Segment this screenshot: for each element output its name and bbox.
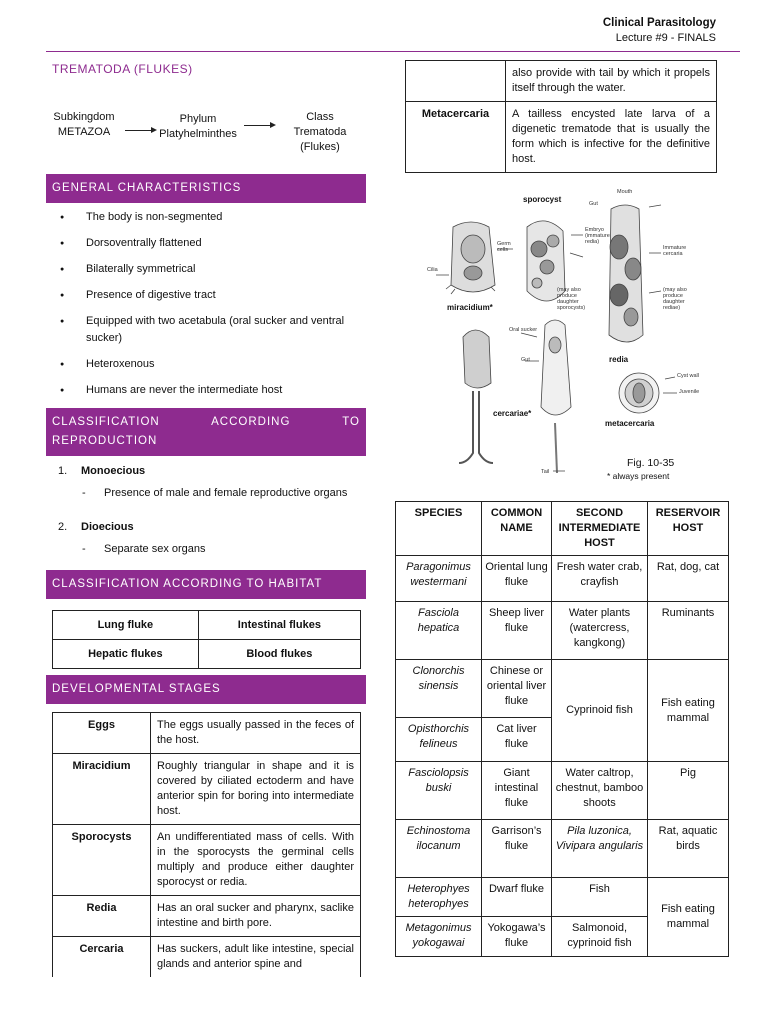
label-cercariae: cercariae* [493, 409, 532, 418]
table-cell: Blood flukes [198, 640, 360, 669]
common-name: Oriental lung fluke [482, 556, 552, 602]
reservoir-host: Pig [648, 762, 729, 820]
taxonomy-class-common: (Flukes) [300, 141, 340, 153]
list-item: ● Dorsoventrally flattened [46, 235, 366, 252]
taxonomy-phylum-name: Platyhelminthes [159, 128, 237, 140]
developmental-heading: DEVELOPMENTAL STAGES [46, 675, 366, 704]
note-gut: Gut [589, 201, 598, 207]
course-title: Clinical Parasitology [602, 17, 716, 29]
developmental-table [52, 712, 361, 977]
stage-name: Miracidium [53, 754, 151, 825]
species-name-text: Echinostoma ilocanum [406, 825, 471, 852]
list-number: 1. [58, 465, 68, 477]
reproduction-heading [46, 408, 366, 456]
list-subitem: - Presence of male and female reproductive organs [46, 485, 366, 501]
column-header: COMMON NAME [482, 502, 552, 556]
reproduction-heading-line1: CLASSIFICATION ACCORDING TO [52, 416, 360, 428]
table-row [53, 754, 361, 825]
life-cycle-figure [405, 187, 730, 487]
common-name: Garrison’s fluke [482, 820, 552, 878]
note-tail: Tail [541, 469, 550, 475]
general-characteristics-heading: GENERAL CHARACTERISTICS [46, 174, 366, 203]
list-item [46, 519, 366, 535]
table-row [53, 713, 361, 754]
list-label: Dioecious [81, 521, 134, 533]
reproduction-heading-line2: REPRODUCTION [52, 435, 158, 447]
list-item: ● Bilaterally symmetrical [46, 261, 366, 278]
table-cell: Hepatic flukes [53, 640, 199, 669]
list-item: ● The body is non-segmented [46, 209, 366, 226]
taxonomy-class-name: Trematoda [293, 126, 347, 138]
list-label: Monoecious [81, 465, 146, 477]
table-row [396, 660, 729, 718]
list-item: ● Equipped with two acetabula (oral sucker and ventral sucker) [46, 313, 366, 347]
species-name-text: Clonorchis sinensis [412, 665, 465, 692]
figure-caption: Fig. 10-35 [627, 457, 675, 469]
column-header: SECOND INTERMEDIATE HOST [552, 502, 648, 556]
species-name [396, 820, 482, 878]
reservoir-host: Rat, dog, cat [648, 556, 729, 602]
species-name [396, 660, 482, 718]
label-miracidium: miracidium* [447, 303, 493, 312]
table-row [396, 820, 729, 878]
common-name: Dwarf fluke [482, 878, 552, 917]
note-gut-cercaria: Gut [521, 357, 530, 363]
table-row [53, 825, 361, 896]
note-may-sporocysts: (may also produce daughter sporocysts) [557, 287, 586, 311]
note-immature-cercaria: Immature cercaria [663, 245, 687, 257]
taxonomy-subkingdom [46, 110, 122, 140]
habitat-table [52, 610, 361, 669]
table-row [396, 602, 729, 660]
reproduction-list [46, 463, 366, 557]
figure-caption-note: * always present [607, 471, 670, 481]
table-row [406, 102, 717, 173]
second-host: Fresh water crab, crayfish [552, 556, 648, 602]
page-title: TREMATODA (FLUKES) [52, 62, 193, 76]
reservoir-host: Ruminants [648, 602, 729, 660]
taxonomy-phylum [150, 112, 246, 142]
table-row [53, 937, 361, 978]
species-name [396, 718, 482, 762]
column-header: SPECIES [396, 502, 482, 556]
species-name [396, 917, 482, 957]
species-name [396, 602, 482, 660]
label-redia: redia [609, 355, 629, 364]
common-name: Sheep liver fluke [482, 602, 552, 660]
right-column [405, 60, 730, 957]
species-name-text: Metagonimus yokogawai [405, 922, 472, 949]
table-cell: Intestinal flukes [198, 611, 360, 640]
table-row [406, 61, 717, 102]
species-name-text: Fasciolopsis buski [408, 767, 469, 794]
header-divider [46, 51, 740, 52]
column-header: RESERVOIR HOST [648, 502, 729, 556]
taxonomy-phylum-rank: Phylum [179, 113, 217, 125]
second-host-text: Pila luzonica, Vivipara angularis [555, 825, 644, 852]
label-sporocyst: sporocyst [523, 195, 562, 204]
note-cyst-wall: Cyst wall [677, 373, 700, 379]
stage-name: Sporocysts [53, 825, 151, 896]
general-characteristics-list [46, 209, 366, 399]
common-name: Yokogawa’s fluke [482, 917, 552, 957]
left-column [46, 62, 366, 977]
second-host: Fish [552, 878, 648, 917]
list-number: 2. [58, 521, 68, 533]
stage-name: Redia [53, 896, 151, 937]
common-name: Chinese or oriental liver fluke [482, 660, 552, 718]
table-row [53, 896, 361, 937]
species-name [396, 878, 482, 917]
species-name [396, 762, 482, 820]
table-header-row [396, 502, 729, 556]
note-germ-cells: Germ cells [497, 241, 511, 253]
second-host [552, 820, 648, 878]
species-name [396, 556, 482, 602]
habitat-heading: CLASSIFICATION ACCORDING TO HABITAT [46, 570, 366, 599]
list-item: ● Humans are never the intermediate host [46, 382, 366, 399]
table-row [53, 611, 361, 640]
taxonomy-subkingdom-rank: Subkingdom [53, 111, 115, 123]
taxonomy-class-rank: Class [306, 111, 334, 123]
note-mouth: Mouth [617, 189, 633, 195]
stage-description: Has suckers, adult like intestine, special glands and anterior spine and [151, 937, 361, 978]
list-item: ● Heteroxenous [46, 356, 366, 373]
species-table [395, 501, 729, 957]
stage-description: Roughly triangular in shape and it is covered by ciliated ectoderm and have anterior spin for boring into intermediate host. [151, 754, 361, 825]
table-row [396, 556, 729, 602]
species-name-text: Fasciola hepatica [417, 607, 460, 634]
note-cilia: Cilia [427, 267, 438, 273]
reservoir-host: Fish eating mammal [648, 878, 729, 957]
life-cycle-illustration [405, 187, 730, 487]
taxonomy-class [280, 110, 360, 155]
second-host: Water plants (watercress, kangkong) [552, 602, 648, 660]
label-metacercaria: metacercaria [605, 419, 655, 428]
stage-description: An undifferentiated mass of cells. With in the sporocysts the germinal cells multiply and produce either daughter sporocyst or redia. [151, 825, 361, 896]
common-name: Giant intestinal fluke [482, 762, 552, 820]
species-name-text: Heterophyes heterophyes [407, 883, 470, 910]
reservoir-host: Rat, aquatic birds [648, 820, 729, 878]
table-row [53, 640, 361, 669]
stage-name: Eggs [53, 713, 151, 754]
stage-name [406, 61, 506, 102]
stage-description: A tailless encysted late larva of a digenetic trematode that is usually the form which is infective for the definitive host. [506, 102, 717, 173]
list-item: ● Presence of digestive tract [46, 287, 366, 304]
list-item [46, 463, 366, 479]
taxonomy-flow [46, 90, 366, 170]
developmental-table-continued [405, 60, 717, 173]
note-oral-sucker: Oral sucker [509, 327, 538, 333]
species-name-text: Paragonimus westermani [406, 561, 471, 588]
stage-description: Has an oral sucker and pharynx, saclike intestine and birth pore. [151, 896, 361, 937]
stage-name: Cercaria [53, 937, 151, 978]
note-juvenile: Juvenile [679, 389, 700, 395]
table-cell: Lung fluke [53, 611, 199, 640]
second-host: Cyprinoid fish [552, 660, 648, 762]
second-host: Salmonoid, cyprinoid fish [552, 917, 648, 957]
stage-name: Metacercaria [406, 102, 506, 173]
table-row [396, 762, 729, 820]
list-subitem: - Separate sex organs [46, 541, 366, 557]
second-host: Water caltrop, chestnut, bamboo shoots [552, 762, 648, 820]
note-embryo: Embryo (immature redia) [585, 227, 610, 245]
page-header [603, 16, 716, 46]
common-name: Cat liver fluke [482, 718, 552, 762]
lecture-label: Lecture #9 - FINALS [615, 32, 716, 44]
taxonomy-subkingdom-name: METAZOA [57, 126, 111, 138]
species-name-text: Opisthorchis felineus [407, 723, 470, 750]
table-row [396, 878, 729, 917]
stage-description: The eggs usually passed in the feces of the host. [151, 713, 361, 754]
stage-description: also provide with tail by which it propels itself through the water. [506, 61, 717, 102]
reservoir-host: Fish eating mammal [648, 660, 729, 762]
note-may-rediae: (may also produce daughter rediae) [663, 287, 687, 311]
arrow-right-icon [244, 125, 274, 126]
